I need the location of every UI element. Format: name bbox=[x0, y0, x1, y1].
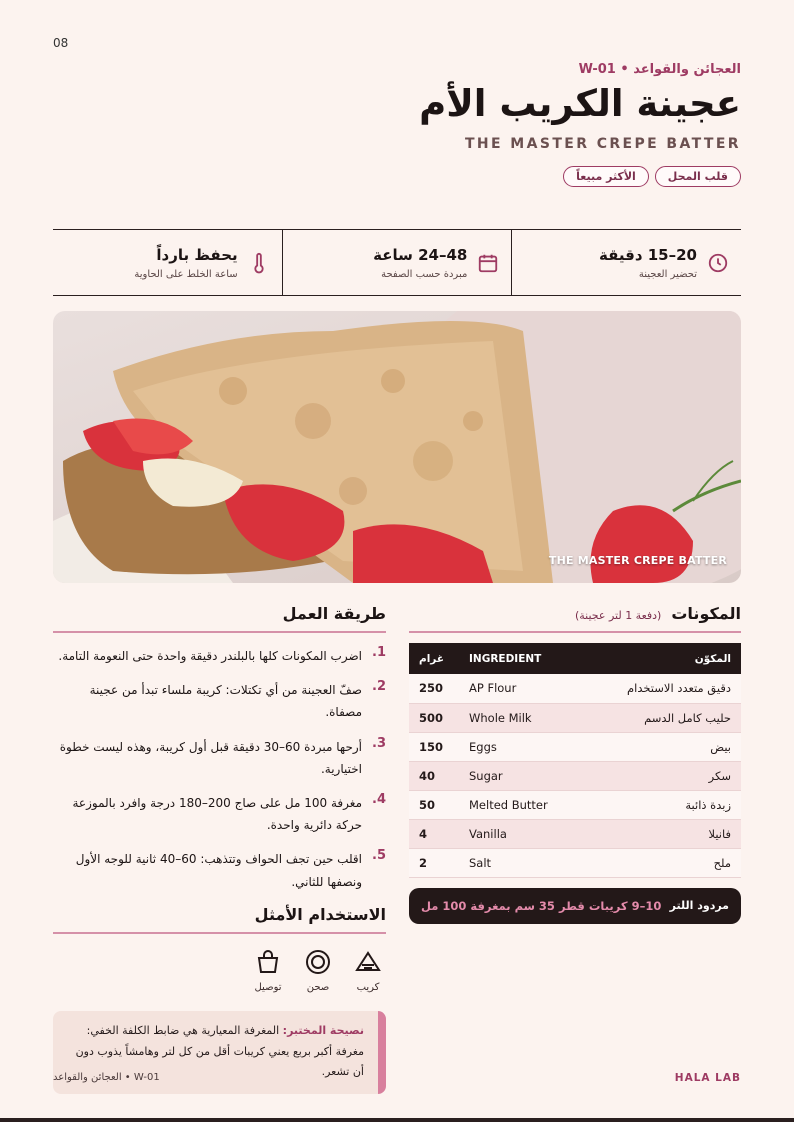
crepe-icon bbox=[354, 948, 382, 976]
stat-prep-time bbox=[511, 230, 741, 295]
ingredient-grams: 50 bbox=[409, 790, 459, 819]
ingredient-grams: 2 bbox=[409, 848, 459, 877]
ingredient-grams: 250 bbox=[409, 674, 459, 703]
clock-icon bbox=[707, 252, 729, 274]
tip-text: المغرفة المعيارية هي ضابط الكلفة الخفي: مغرفة أكبر بربع يعني كريبات أقل من كل لتر وهامشاً يذوب دون أن تشعر. bbox=[75, 1023, 364, 1079]
stat-value: 20–15 دقيقة bbox=[598, 245, 697, 264]
col-header-ar: المكوّن bbox=[584, 643, 741, 674]
step-text: اضرب المكونات كلها بالبلندر دقيقة واحدة حتى النعومة التامة. bbox=[58, 649, 362, 663]
table-row bbox=[409, 732, 741, 761]
ingredient-name-ar: زبدة ذائبة bbox=[584, 790, 741, 819]
ingredient-name-en: AP Flour bbox=[459, 674, 584, 703]
section-kicker: العجائن والقواعد • W-01 bbox=[578, 62, 741, 77]
ingredient-name-ar: ملح bbox=[584, 848, 741, 877]
ingredients-heading bbox=[409, 604, 741, 633]
method-step bbox=[53, 736, 386, 780]
ingredient-name-en: Melted Butter bbox=[459, 790, 584, 819]
method-step bbox=[53, 792, 386, 836]
recipe-header bbox=[53, 62, 741, 187]
ingredient-name-ar: سكر bbox=[584, 761, 741, 790]
ingredient-name-ar: حليب كامل الدسم bbox=[584, 703, 741, 732]
ingredient-name-ar: دقيق متعدد الاستخدام bbox=[584, 674, 741, 703]
method-step bbox=[53, 848, 386, 892]
ingredient-grams: 150 bbox=[409, 732, 459, 761]
stat-label: مبردة حسب الصفحة bbox=[381, 268, 468, 280]
ingredient-name-en: Sugar bbox=[459, 761, 584, 790]
stat-label: تحضير العجينة bbox=[638, 268, 697, 280]
section-title: طريقة العمل bbox=[282, 604, 386, 623]
step-text: أرحها مبردة 60–30 دقيقة قبل أول كريبة، وهذه ليست خطوة اختيارية. bbox=[59, 739, 362, 776]
ingredient-name-en: Vanilla bbox=[459, 819, 584, 848]
section-note: (دفعة 1 لتر عجينة) bbox=[574, 609, 662, 622]
bottom-rule bbox=[0, 1118, 794, 1122]
stat-value: يحفظ بارداً bbox=[156, 245, 238, 264]
stat-value: 48–24 ساعة bbox=[373, 245, 468, 264]
col-header-grams: غرام bbox=[409, 643, 459, 674]
best-use-section bbox=[53, 905, 386, 993]
method-steps bbox=[53, 645, 386, 893]
stat-storage bbox=[53, 230, 282, 295]
footer-brand: HALA LAB bbox=[674, 1072, 741, 1084]
table-row bbox=[409, 848, 741, 877]
step-number: 4. bbox=[372, 791, 386, 807]
stat-label: ساعة الخلط على الحاوية bbox=[134, 268, 238, 280]
ingredient-name-en: Eggs bbox=[459, 732, 584, 761]
hero-caption: THE MASTER CREPE BATTER bbox=[548, 554, 727, 567]
method-step bbox=[53, 645, 386, 667]
table-row bbox=[409, 703, 741, 732]
use-label: توصيل bbox=[254, 981, 282, 993]
stats-bar bbox=[53, 229, 741, 296]
method-column bbox=[53, 604, 386, 1094]
col-header-en: INGREDIENT bbox=[459, 643, 584, 674]
ingredients-section bbox=[409, 604, 741, 924]
yield-value: 10–9 كريبات قطر 35 سم بمغرفة 100 مل bbox=[421, 898, 662, 913]
step-text: مغرفة 100 مل على صاج 200–180 درجة وافرد بالموزعة حركة دائرية واحدة. bbox=[72, 795, 362, 833]
use-item-crepe bbox=[352, 948, 384, 993]
table-row bbox=[409, 674, 741, 703]
use-item-plate bbox=[302, 948, 334, 993]
table-row bbox=[409, 819, 741, 848]
step-number: 2. bbox=[372, 679, 386, 695]
best-use-icons bbox=[53, 948, 386, 993]
ingredient-name-ar: فانيلا bbox=[584, 819, 741, 848]
best-use-heading bbox=[53, 905, 386, 934]
ingredient-name-en: Salt bbox=[459, 848, 584, 877]
tip-label: نصيحة المختبر: bbox=[282, 1023, 364, 1037]
crepe-photo-illustration bbox=[53, 311, 741, 583]
section-title: الاستخدام الأمثل bbox=[254, 904, 386, 924]
calendar-icon bbox=[477, 252, 499, 274]
step-number: 5. bbox=[372, 848, 386, 864]
step-number: 3. bbox=[372, 735, 386, 751]
table-row bbox=[409, 790, 741, 819]
section-title: المكونات bbox=[671, 604, 741, 623]
use-label: كريب bbox=[356, 981, 380, 993]
hero-image bbox=[53, 311, 741, 583]
page-title: عجينة الكريب الأم bbox=[419, 82, 741, 125]
ingredient-name-en: Whole Milk bbox=[459, 703, 584, 732]
ingredient-name-ar: بيض bbox=[584, 732, 741, 761]
stat-rest-time bbox=[282, 230, 512, 295]
tag-best-seller: الأكثر مبيعاً bbox=[563, 166, 649, 187]
yield-bar bbox=[409, 888, 741, 924]
tag-heart-of-shop: قلب المحل bbox=[655, 166, 741, 187]
step-text: اقلب حين تجف الحواف وتتذهب: 60–40 ثانية للوجه الأول ونصفها للثاني. bbox=[75, 852, 362, 889]
thermometer-icon bbox=[248, 252, 270, 274]
plate-icon bbox=[304, 948, 332, 976]
use-label: صحن bbox=[306, 981, 330, 993]
delivery-bag-icon bbox=[254, 948, 282, 976]
step-number: 1. bbox=[372, 645, 386, 660]
page-subtitle: THE MASTER CREPE BATTER bbox=[464, 135, 741, 152]
step-text: صفّ العجينة من أي تكتلات: كريبة ملساء تبدأ من عجينة مصفاة. bbox=[89, 683, 362, 720]
method-step bbox=[53, 679, 386, 723]
table-header-row bbox=[409, 643, 741, 674]
footer-section-label: العجائن والقواعد • W-01 bbox=[53, 1072, 160, 1083]
ingredient-grams: 4 bbox=[409, 819, 459, 848]
use-item-delivery bbox=[252, 948, 284, 993]
table-row bbox=[409, 761, 741, 790]
page-number: 08 bbox=[53, 36, 69, 50]
ingredients-table bbox=[409, 643, 741, 878]
method-heading bbox=[53, 604, 386, 633]
ingredient-grams: 500 bbox=[409, 703, 459, 732]
yield-label: مردود اللتر bbox=[669, 899, 729, 912]
ingredient-grams: 40 bbox=[409, 761, 459, 790]
tag-list bbox=[53, 166, 741, 187]
